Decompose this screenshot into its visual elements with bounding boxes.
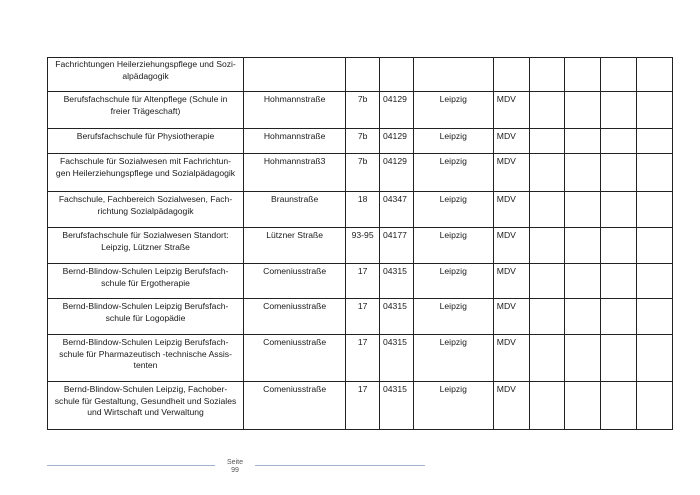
city-cell [413, 335, 493, 382]
zip-value: 04315 [382, 301, 407, 311]
empty-cell [637, 129, 673, 154]
street-value: Hohmannstraße [263, 131, 326, 141]
empty-cell [529, 382, 565, 430]
school-name-line: Berufsfachschule für Physiotherapie [76, 131, 215, 141]
transport-association-cell [493, 129, 529, 154]
school-name-line: Bernd-Blindow-Schulen Leipzig Berufsfach- [62, 301, 229, 311]
transport-association-cell [493, 92, 529, 129]
transport-association-cell [493, 335, 529, 382]
empty-cell [601, 335, 637, 382]
school-name [51, 129, 240, 143]
nr-value: 17 [357, 384, 368, 394]
street-cell [244, 58, 346, 92]
table-row [48, 228, 673, 264]
empty-cell [637, 154, 673, 192]
postal-code-cell [379, 382, 413, 430]
transport-association-cell [493, 192, 529, 228]
table-row [48, 264, 673, 299]
empty-cell [529, 154, 565, 192]
footer-rule-right [255, 465, 425, 466]
org-value: MDV [496, 194, 516, 204]
empty-cell [565, 228, 601, 264]
empty-cell [637, 382, 673, 430]
zip-value: 04315 [382, 337, 407, 347]
street-value: Lützner Straße [266, 230, 324, 240]
empty-cell [637, 335, 673, 382]
page-number: 99 [231, 467, 239, 474]
school-name-cell [48, 154, 244, 192]
school-name-cell [48, 335, 244, 382]
zip-value: 04177 [382, 230, 407, 240]
city-cell [413, 228, 493, 264]
empty-cell [565, 92, 601, 129]
table-row [48, 382, 673, 430]
school-name-line: alpädagogik [122, 70, 169, 81]
footer-rule-left [47, 465, 215, 466]
street-cell [244, 299, 346, 335]
table-row [48, 299, 673, 335]
city-value: Leipzig [439, 131, 467, 141]
city-value: Leipzig [439, 156, 467, 166]
house-number-cell [346, 58, 380, 92]
school-name-line: Bernd-Blindow-Schulen Leipzig Berufsfach- [62, 266, 229, 276]
empty-cell [601, 382, 637, 430]
house-number-cell [346, 335, 380, 382]
city-cell [413, 299, 493, 335]
table-row [48, 335, 673, 382]
empty-cell [601, 58, 637, 92]
school-name [51, 335, 240, 372]
empty-cell [529, 299, 565, 335]
empty-cell [601, 154, 637, 192]
table-row [48, 154, 673, 192]
city-value: Leipzig [439, 337, 467, 347]
school-name [51, 382, 240, 419]
empty-cell [601, 299, 637, 335]
school-name-line: Berufsfachschule für Sozialwesen Standort: [62, 230, 229, 240]
nr-value: 17 [357, 301, 368, 311]
postal-code-cell [379, 192, 413, 228]
school-name-line: Fachschule für Sozialwesen mit Fachrichtun- [60, 156, 232, 166]
empty-cell [565, 299, 601, 335]
street-cell [244, 154, 346, 192]
empty-cell [529, 264, 565, 299]
transport-association-cell [493, 154, 529, 192]
school-name [51, 299, 240, 324]
school-name-line: Bernd-Blindow-Schulen Leipzig, Fachober- [63, 384, 228, 394]
postal-code-cell [379, 228, 413, 264]
empty-cell [565, 382, 601, 430]
transport-association-cell [493, 58, 529, 92]
school-name-line: Leipzig, Lützner Straße [101, 241, 190, 252]
org-value: MDV [496, 337, 516, 347]
city-value: Leipzig [439, 384, 467, 394]
empty-cell [565, 264, 601, 299]
house-number-cell [346, 299, 380, 335]
postal-code-cell [379, 154, 413, 192]
city-value: Leipzig [439, 194, 467, 204]
table-row [48, 58, 673, 92]
org-value: MDV [496, 301, 516, 311]
empty-cell [637, 92, 673, 129]
zip-value: 04129 [382, 94, 407, 104]
house-number-cell [346, 129, 380, 154]
page-footer [215, 459, 255, 475]
postal-code-cell [379, 58, 413, 92]
zip-value: 04347 [382, 194, 407, 204]
empty-cell [529, 192, 565, 228]
school-name-line: Fachschule, Fachbereich Sozialwesen, Fach- [58, 194, 233, 204]
empty-cell [529, 58, 565, 92]
school-name [51, 228, 240, 253]
school-name [51, 192, 240, 217]
city-cell [413, 129, 493, 154]
street-cell [244, 129, 346, 154]
postal-code-cell [379, 299, 413, 335]
empty-cell [601, 92, 637, 129]
house-number-cell [346, 264, 380, 299]
zip-value: 04315 [382, 266, 407, 276]
school-name-line: tenten [133, 360, 158, 370]
transport-association-cell [493, 264, 529, 299]
nr-value: 93-95 [351, 230, 374, 240]
transport-association-cell [493, 228, 529, 264]
school-name-line: schule für Logopädie [105, 312, 186, 323]
empty-cell [601, 129, 637, 154]
empty-cell [565, 192, 601, 228]
table-row [48, 129, 673, 154]
empty-cell [529, 335, 565, 382]
street-value: Hohmannstraße [263, 94, 326, 104]
postal-code-cell [379, 129, 413, 154]
nr-value: 7b [357, 94, 368, 104]
city-cell [413, 154, 493, 192]
street-value [247, 58, 342, 59]
nr-value: 7b [357, 131, 368, 141]
school-name-cell [48, 299, 244, 335]
house-number-cell [346, 92, 380, 129]
table-row [48, 192, 673, 228]
city-cell [413, 192, 493, 228]
nr-value: 18 [357, 194, 368, 204]
school-name-cell [48, 129, 244, 154]
school-name-cell [48, 58, 244, 92]
school-name [51, 58, 240, 82]
street-cell [244, 192, 346, 228]
empty-cell [637, 228, 673, 264]
zip-value: 04315 [382, 384, 407, 394]
transport-association-cell [493, 299, 529, 335]
school-name [51, 92, 240, 117]
org-value: MDV [496, 156, 516, 166]
city-cell [413, 264, 493, 299]
nr-value: 17 [357, 266, 368, 276]
postal-code-cell [379, 92, 413, 129]
page-label: Seite [227, 459, 243, 466]
street-value: Comeniusstraße [263, 337, 327, 347]
street-cell [244, 228, 346, 264]
school-name-cell [48, 264, 244, 299]
empty-cell [565, 129, 601, 154]
transport-association-cell [493, 382, 529, 430]
street-value: Braunstraße [271, 194, 319, 204]
empty-cell [601, 264, 637, 299]
street-cell [244, 335, 346, 382]
city-value: Leipzig [439, 301, 467, 311]
street-cell [244, 264, 346, 299]
city-cell [413, 58, 493, 92]
street-cell [244, 382, 346, 430]
city-value: Leipzig [439, 266, 467, 276]
org-value [497, 58, 526, 59]
schools-table [47, 57, 673, 430]
school-name-line: Fachrichtungen Heilerziehungspflege und Sozi- [55, 59, 236, 69]
street-value: Comeniusstraße [263, 266, 327, 276]
postal-code-cell [379, 264, 413, 299]
school-name-cell [48, 228, 244, 264]
org-value: MDV [496, 230, 516, 240]
school-name-line: schule für Pharmazeutisch -technische Assis- [59, 348, 232, 359]
school-name-line: Bernd-Blindow-Schulen Leipzig Berufsfach- [62, 337, 229, 347]
school-name-line: gen Heilerziehungspflege und Sozialpädagogik [55, 167, 236, 178]
school-name [51, 154, 240, 179]
city-cell [413, 382, 493, 430]
empty-cell [565, 154, 601, 192]
zip-value [383, 58, 410, 59]
school-name [51, 264, 240, 289]
house-number-cell [346, 192, 380, 228]
school-name-cell [48, 92, 244, 129]
house-number-cell [346, 382, 380, 430]
empty-cell [637, 264, 673, 299]
school-name-line: schule für Ergotherapie [101, 277, 190, 288]
org-value: MDV [496, 384, 516, 394]
postal-code-cell [379, 335, 413, 382]
city-cell [413, 92, 493, 129]
school-name-cell [48, 382, 244, 430]
nr-value [349, 58, 376, 59]
empty-cell [565, 335, 601, 382]
empty-cell [637, 58, 673, 92]
city-value: Leipzig [439, 230, 467, 240]
zip-value: 04129 [382, 131, 407, 141]
empty-cell [565, 58, 601, 92]
house-number-cell [346, 154, 380, 192]
empty-cell [529, 228, 565, 264]
street-cell [244, 92, 346, 129]
nr-value: 7b [357, 156, 368, 166]
school-name-line: richtung Sozialpädagogik [97, 205, 194, 216]
empty-cell [637, 299, 673, 335]
empty-cell [529, 92, 565, 129]
org-value: MDV [496, 94, 516, 104]
empty-cell [637, 192, 673, 228]
school-name-cell [48, 192, 244, 228]
city-value: Leipzig [439, 94, 467, 104]
school-name-line: schule für Gestaltung, Gesundheit und Soziales [54, 395, 237, 406]
school-name-line: freier Trägeschaft) [110, 105, 181, 116]
house-number-cell [346, 228, 380, 264]
table-row [48, 92, 673, 129]
street-value: Comeniusstraße [263, 384, 327, 394]
nr-value: 17 [357, 337, 368, 347]
empty-cell [601, 228, 637, 264]
street-value: Hohmannstraß3 [263, 156, 326, 166]
city-value [417, 58, 490, 59]
org-value: MDV [496, 266, 516, 276]
street-value: Comeniusstraße [263, 301, 327, 311]
zip-value: 04129 [382, 156, 407, 166]
empty-cell [529, 129, 565, 154]
table-body [48, 58, 673, 430]
empty-cell [601, 192, 637, 228]
org-value: MDV [496, 131, 516, 141]
school-name-line: und Wirtschaft und Verwaltung [87, 407, 204, 417]
school-name-line: Berufsfachschule für Altenpflege (Schule in [63, 94, 228, 104]
